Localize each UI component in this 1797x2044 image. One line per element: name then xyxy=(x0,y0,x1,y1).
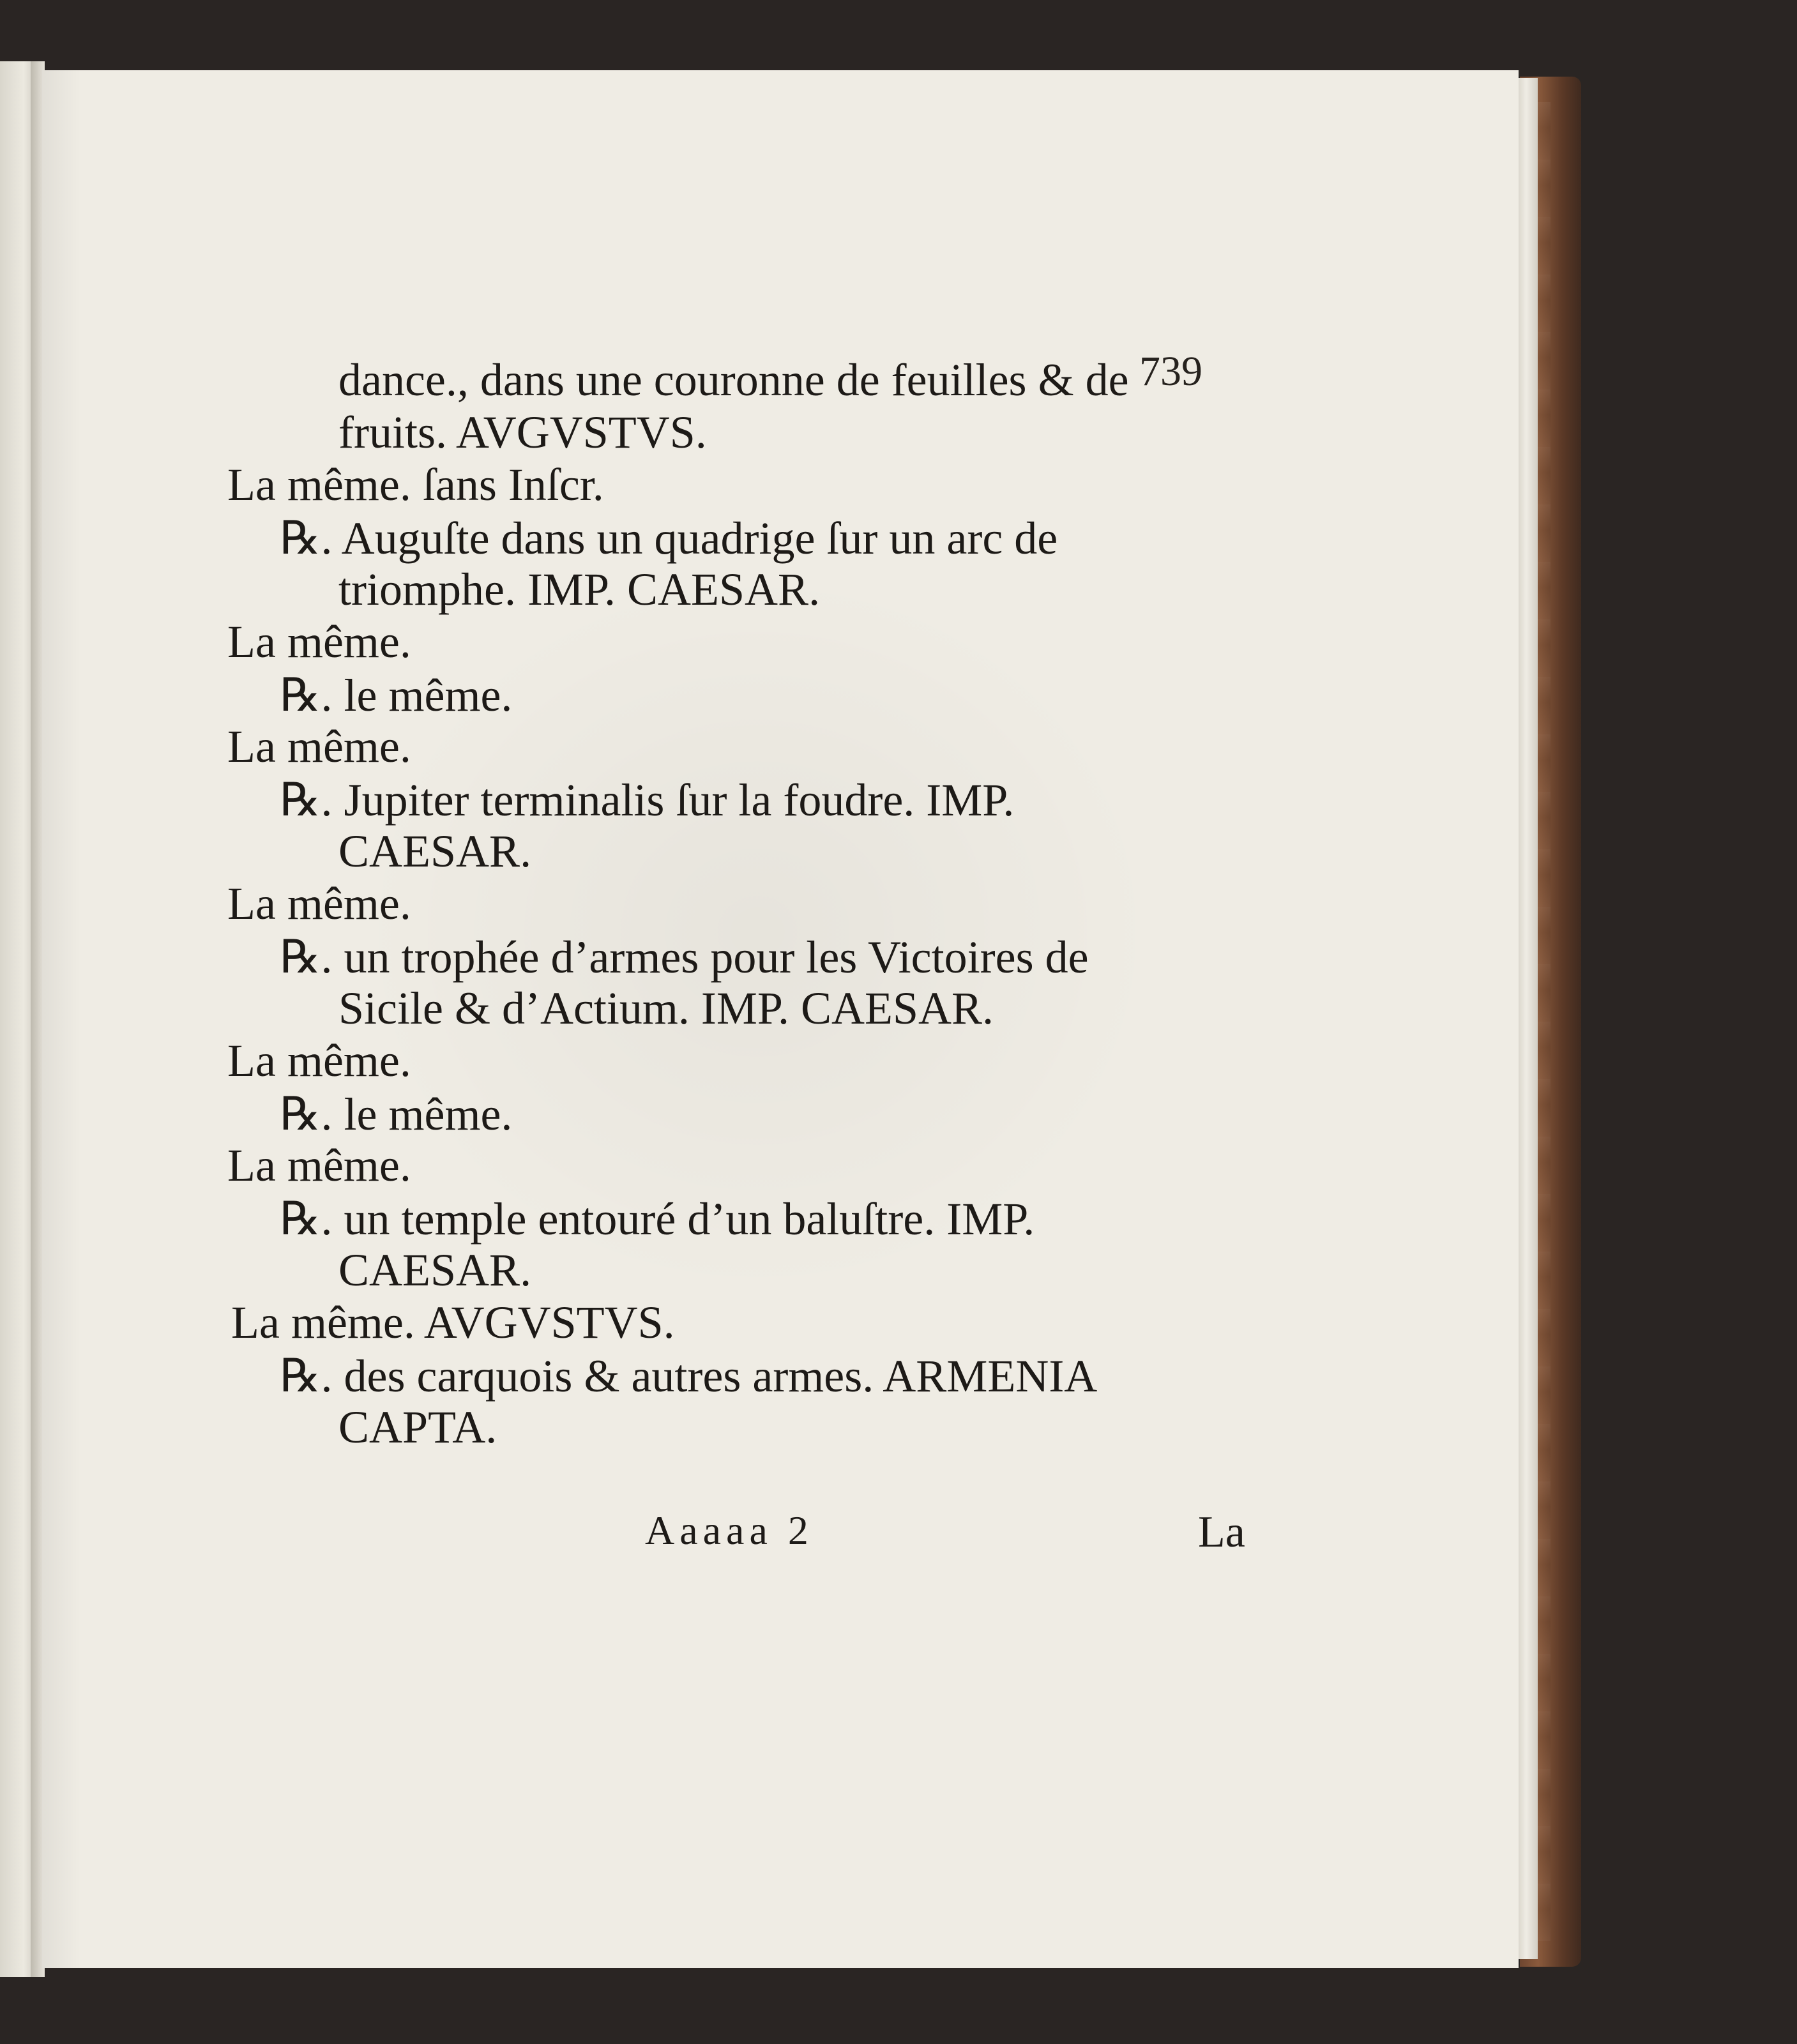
text-line: ℞. Jupiter terminalis ſur la foudre. IMP. xyxy=(280,775,1015,826)
text-line: CAPTA. xyxy=(338,1402,497,1453)
text-line: La même. xyxy=(227,1140,411,1191)
text-line: triomphe. IMP. CAESAR. xyxy=(338,564,821,615)
text-line: CAESAR. xyxy=(338,826,532,877)
printed-page xyxy=(42,70,1519,1968)
text-line: La même. xyxy=(227,878,411,929)
text-line: ℞. Auguſte dans un quadrige ſur un arc de xyxy=(280,513,1058,564)
text-line: ℞. un temple entouré d’un baluſtre. IMP. xyxy=(280,1193,1035,1245)
text-line: ℞. un trophée d’armes pour les Victoires de xyxy=(280,932,1089,983)
text-line: La même. xyxy=(227,1035,411,1086)
text-line: CAESAR. xyxy=(338,1245,532,1296)
text-line: ℞. des carquois & autres armes. ARMENIA xyxy=(280,1351,1098,1402)
catchword: La xyxy=(1198,1508,1245,1557)
signature-mark: Aaaaa 2 xyxy=(645,1508,814,1553)
text-line: ℞. le même. xyxy=(280,670,513,721)
text-line: fruits. AVGVSTVS. xyxy=(338,407,707,458)
text-line: ℞. le même. xyxy=(280,1089,513,1140)
page-number: 739 xyxy=(1139,348,1202,395)
text-line: La même. ſans Inſcr. xyxy=(227,459,604,510)
text-line: dance., dans une couronne de feuilles & de xyxy=(338,354,1129,405)
text-line: Sicile & d’Actium. IMP. CAESAR. xyxy=(338,983,994,1034)
text-line: La même. xyxy=(227,721,411,772)
page-edge xyxy=(1519,78,1538,1959)
text-line: La même. AVGVSTVS. xyxy=(231,1297,675,1348)
text-line: La même. xyxy=(227,616,411,667)
